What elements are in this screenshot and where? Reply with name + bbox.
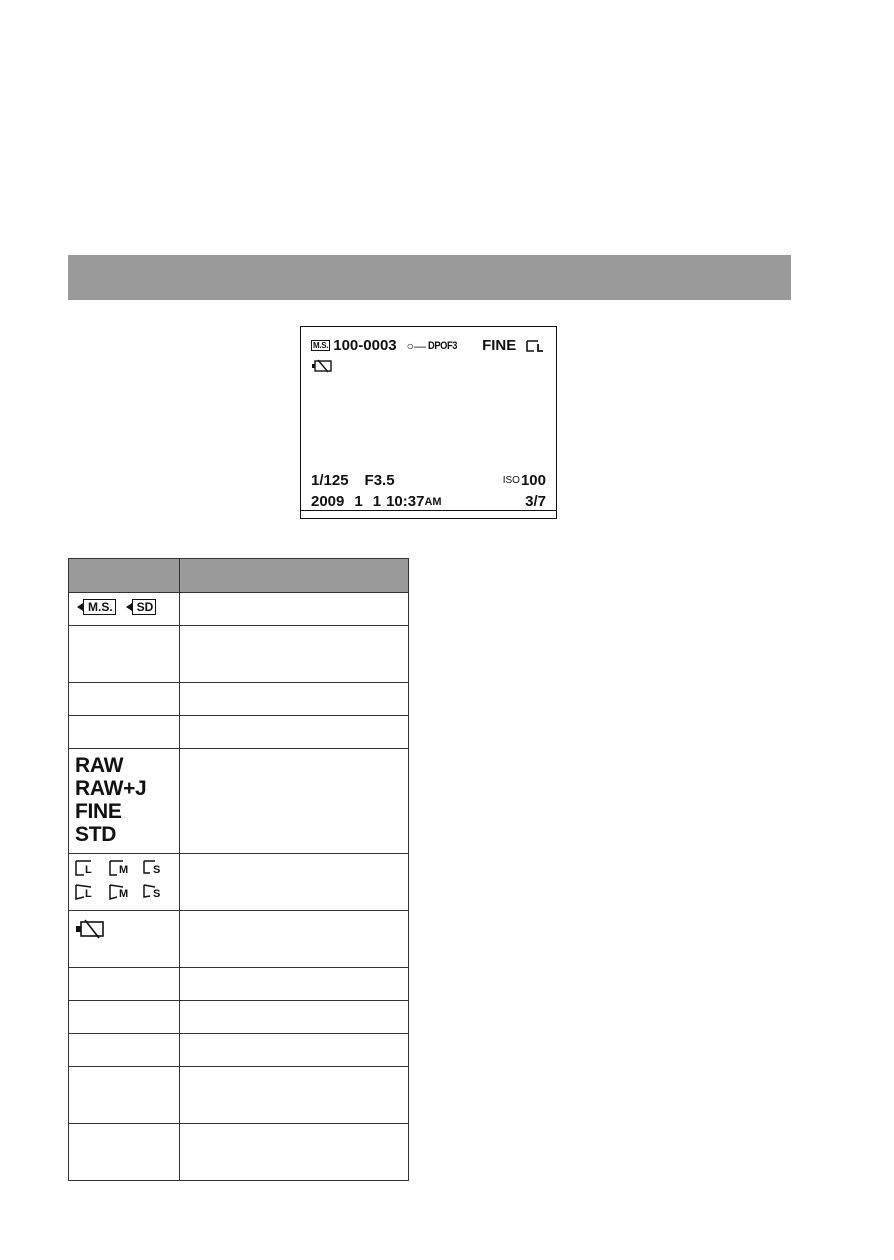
size-medium-icon: M [109, 858, 135, 878]
legend-table [68, 558, 409, 1181]
header-cell-display [69, 559, 180, 593]
format-fine: FINE [75, 800, 122, 823]
lcd-second-row [311, 359, 546, 373]
image-size-icons [75, 858, 173, 902]
lcd-display [300, 326, 557, 519]
memory-stick-icon: M.S. [313, 341, 329, 350]
aperture: F3.5 [364, 472, 395, 489]
table-row [69, 1034, 409, 1067]
shutter-speed: 1/125 [311, 472, 349, 489]
table-row [69, 593, 409, 626]
table-row [69, 716, 409, 749]
media-icons [75, 598, 173, 615]
table-row [69, 1067, 409, 1124]
time: 10:37 [386, 493, 425, 510]
format-raw: RAW [75, 754, 124, 777]
size-small-wide-icon: S [143, 882, 169, 902]
lcd-exposure-row [311, 472, 546, 489]
battery-warning-icon [75, 919, 105, 939]
legend-header-row [69, 559, 409, 593]
size-large-icon: L [75, 858, 101, 878]
table-row [69, 1124, 409, 1181]
sd-card-badge-icon: SD [132, 599, 157, 615]
size-small-icon: S [143, 858, 169, 878]
file-number: 100-0003 [333, 337, 397, 354]
protect-key-icon: ○— [406, 338, 426, 353]
format-raw-jpeg: RAW+J [75, 777, 147, 800]
table-row [69, 968, 409, 1001]
table-row [69, 683, 409, 716]
image-counter: 3/7 [525, 493, 546, 510]
time-ampm: AM [424, 495, 442, 508]
date-month: 1 [354, 493, 363, 510]
table-row [69, 749, 409, 854]
image-size-large-icon [526, 339, 546, 353]
battery-warning-icon [311, 359, 333, 373]
memory-stick-badge-icon: M.S. [83, 599, 116, 615]
section-header-bar [68, 255, 791, 300]
table-row [69, 1001, 409, 1034]
header-cell-indication [180, 559, 409, 593]
table-row [69, 911, 409, 968]
table-row [69, 854, 409, 911]
format-std: STD [75, 823, 117, 846]
dpof-indicator: DPOF3 [427, 339, 457, 352]
size-large-wide-icon: L [75, 882, 101, 902]
lcd-date-row [311, 493, 546, 510]
table-row [69, 626, 409, 683]
quality-format-list [75, 754, 173, 846]
quality-indicator: FINE [482, 337, 517, 354]
lcd-top-row [311, 337, 546, 354]
date-day: 1 [372, 493, 382, 510]
iso-label: ISO [502, 475, 520, 486]
lcd-divider [301, 510, 556, 511]
date-year: 2009 [311, 493, 345, 510]
size-medium-wide-icon: M [109, 882, 135, 902]
iso-value: 100 [520, 472, 546, 489]
